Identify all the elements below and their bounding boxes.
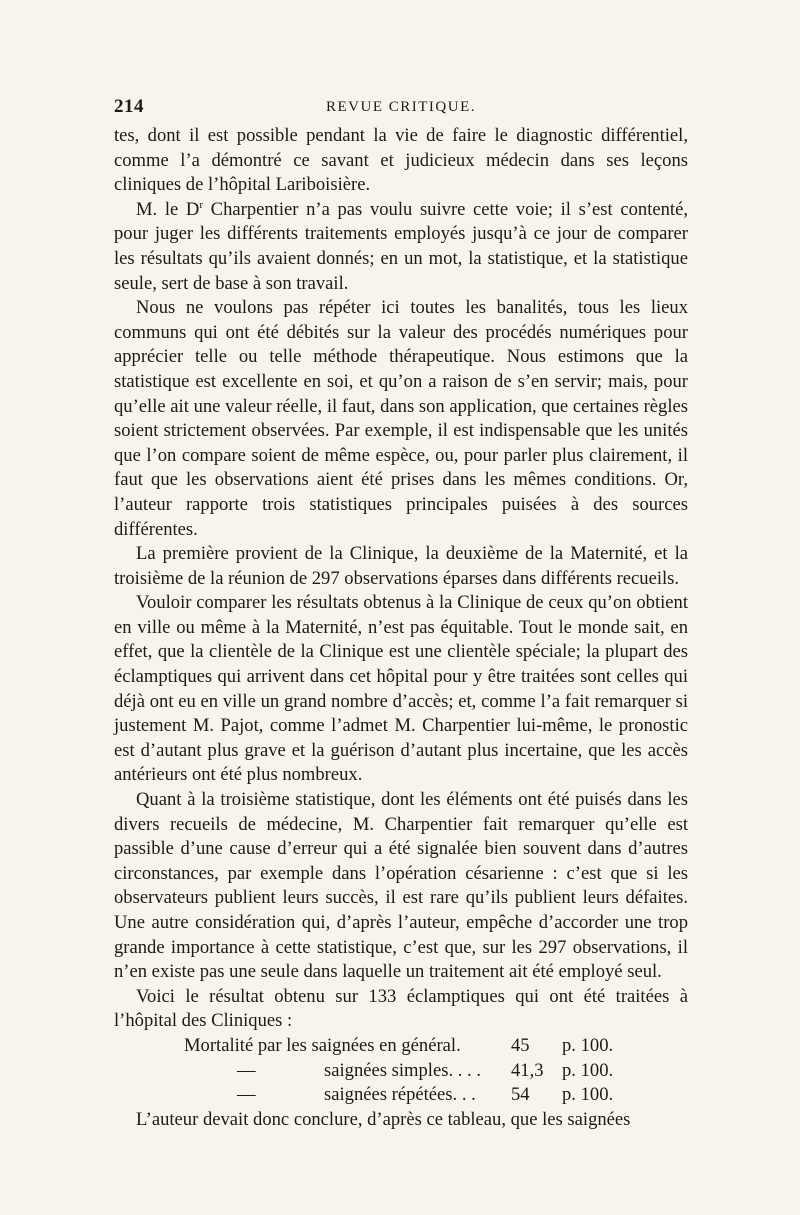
table-row [114, 1034, 688, 1059]
table-row [114, 1059, 688, 1084]
table-row-dash: — [237, 1084, 256, 1106]
page-body [114, 124, 688, 1132]
table-row-label: saignées répétées. . . [324, 1084, 476, 1106]
table-row-value: 41,3 [511, 1059, 544, 1081]
paragraph-clinique: Vouloir comparer les résultats obtenus à la Clinique de ceux qu’on obtient en ville ou même à la Maternité, n’est pas équitable. Tout le monde sait, en effet, que la clientèle de la Clinique est une clientèle spéciale; la plupart des éclamptiques qui arrivent dans cet hôpital pour y être traitées sont celles qui déjà ont eu en ville un grand nombre d’accès; et, comme l’a fait remarquer si justement M. Pajot, comme l’admet M. Charpentier lui-même, le pronostic est d’autant plus grave et la guérison d’autant plus incertaine, que les accès antérieurs ont été plus nombreux. [114, 592, 688, 786]
mortality-table [114, 1034, 688, 1108]
running-title: REVUE CRITIQUE. [326, 99, 476, 115]
table-row-label: Mortalité par les saignées en général. [184, 1034, 461, 1056]
paragraph-statistique: Nous ne voulons pas répéter ici toutes les banalités, tous les lieux communs qui ont été débités sur la valeur des procédés numériques pour apprécier telle ou telle méthode thérapeutique. Nous estimons que la statistique est excellente en soi, et qu’on a raison de s’en servir; mais, pour qu’elle ait une valeur réelle, il faut, dans son application, que certaines règles soient strictement observées. Par exemple, il est indispensable que les unités que l’on compare soient de même espèce, ou, pour parler plus clairement, il faut que les observations aient été prises dans les mêmes conditions. Or, l’auteur rapporte trois statistiques principales puisées à des sources différentes. [114, 297, 688, 540]
paragraph-continuation: tes, dont il est possible pendant la vie de faire le diagnostic différentiel, comme l’a démontré ce savant et judicieux médecin dans ses leçons cliniques de l’hôpital Lariboisière. [114, 125, 688, 196]
table-row-unit: p. 100. [562, 1084, 614, 1106]
page-header [114, 92, 688, 122]
table-row-label: saignées simples. . . . [324, 1059, 481, 1081]
paragraph-charpentier-text: M. le $D^r$ Charpentier n’a pas voulu suivre cette voie; il s’est contenté, pour juger les différents traitements employés jusqu’à ce jour de comparer les résultats qu’ils avaient donnés; en un mot, la statistique, et la statistique seule, sert de base à son travail. [114, 198, 688, 294]
page-number: 214 [114, 96, 144, 117]
table-row-unit: p. 100. [562, 1059, 614, 1081]
doctor-superscript: r [199, 198, 204, 211]
paragraph-sources: La première provient de la Clinique, la deuxième de la Maternité, et la troisième de la réunion de 297 observations éparses dans différents recueils. [114, 543, 688, 589]
table-row-dash: — [237, 1059, 256, 1081]
table-row [114, 1083, 688, 1108]
document-page [114, 92, 688, 1132]
paragraph-troisieme: Quant à la troisième statistique, dont les éléments ont été puisés dans les divers recueils de médecine, M. Charpentier fait remarquer qu’elle est passible d’une cause d’erreur qui a été signalée bien souvent dans d’autres circonstances, par exemple dans l’opération césarienne : c’est que si les observateurs publient leurs succès, il est rare qu’ils publient leurs défaites. Une autre considération qui, d’après l’auteur, empêche d’accorder une trop grande importance à cette statistique, c’est que, sur les 297 observations, il n’en existe pas une seule dans laquelle un traitement ait été employé seul. [114, 789, 688, 983]
table-row-unit: p. 100. [562, 1034, 614, 1056]
table-row-value: 54 [511, 1084, 530, 1106]
paragraph-conclusion: L’auteur devait donc conclure, d’après ce tableau, que les saignées [136, 1108, 631, 1130]
paragraph-charpentier [114, 198, 688, 296]
table-row-value: 45 [511, 1034, 530, 1056]
paragraph-resultat-intro: Voici le résultat obtenu sur 133 éclamptiques qui ont été traitées à l’hôpital des Cliniques : [114, 985, 688, 1032]
